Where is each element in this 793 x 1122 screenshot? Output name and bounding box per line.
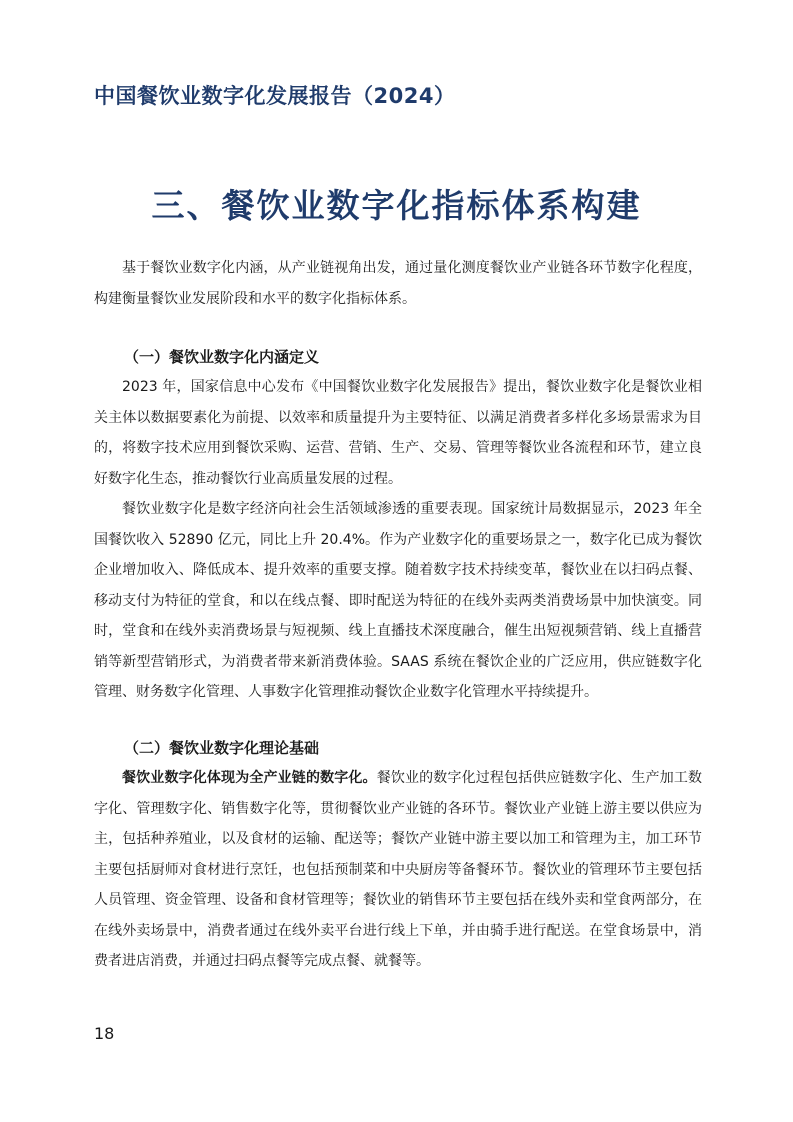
section-2-paragraph-1 — [94, 763, 702, 977]
intro-block — [94, 253, 702, 314]
section-2-lead-sentence: 餐饮业数字化体现为全产业链的数字化。 — [122, 770, 377, 786]
section-2-heading: （二）餐饮业数字化理论基础 — [124, 739, 320, 757]
section-2-body-text: 餐饮业的数字化过程包括供应链数字化、生产加工数字化、管理数字化、销售数字化等，贯彻餐饮业产业链的各环节。餐饮业产业链上游主要以供应为主，包括种养殖业，以及食材的运输、配送等；餐饮产业链中游主要以加工和管理为主，加工环节主要包括厨师对食材进行烹饪，也包括预制菜和中央厨房等备餐环节。餐饮业的管理环节主要包括人员管理、资金管理、设备和食材管理等；餐饮业的销售环节主要包括在线外卖和堂食两部分，在在线外卖场景中，消费者通过在线外卖平台进行线上下单，并由骑手进行配送。在堂食场景中，消费者进店消费，并通过扫码点餐等完成点餐、就餐等。 — [94, 770, 703, 969]
section-1-heading: （一）餐饮业数字化内涵定义 — [124, 348, 320, 366]
section-1-paragraph-1: 2023 年，国家信息中心发布《中国餐饮业数字化发展报告》提出，餐饮业数字化是餐饮业相关主体以数据要素化为前提、以效率和质量提升为主要特征、以满足消费者多样化多场景需求为目的，将数字技术应用到餐饮采购、运营、营销、生产、交易、管理等餐饮业各流程和环节，建立良好数字化生态，推动餐饮行业高质量发展的过程。 — [94, 379, 702, 487]
intro-paragraph: 基于餐饮业数字化内涵，从产业链视角出发，通过量化测度餐饮业产业链各环节数字化程度，构建衡量餐饮业发展阶段和水平的数字化指标体系。 — [94, 260, 702, 307]
section-2 — [94, 733, 702, 977]
section-1 — [94, 342, 702, 708]
section-1-paragraph-2: 餐饮业数字化是数字经济向社会生活领域渗透的重要表现。国家统计局数据显示，2023 年全国餐饮收入 52890 亿元，同比上升 20.4%。作为产业数字化的重要场景之一，数字化已成为餐饮企业增加收入、降低成本、提升效率的重要支撑。随着数字技术持续变革，餐饮业在以扫码点餐、移动支付为特征的堂食，和以在线点餐、即时配送为特征的在线外卖两类消费场景中加快演变。同时，堂食和在线外卖消费场景与短视频、线上直播技术深度融合，催生出短视频营销、线上直播营销等新型营销形式，为消费者带来新消费体验。SAAS 系统在餐饮企业的广泛应用，供应链数字化管理、财务数字化管理、人事数字化管理推动餐饮企业数字化管理水平持续提升。 — [94, 501, 702, 700]
report-header-title: 中国餐饮业数字化发展报告（2024） — [94, 84, 456, 108]
chapter-title: 三、餐饮业数字化指标体系构建 — [151, 186, 642, 225]
page-number: 18 — [94, 1024, 115, 1043]
